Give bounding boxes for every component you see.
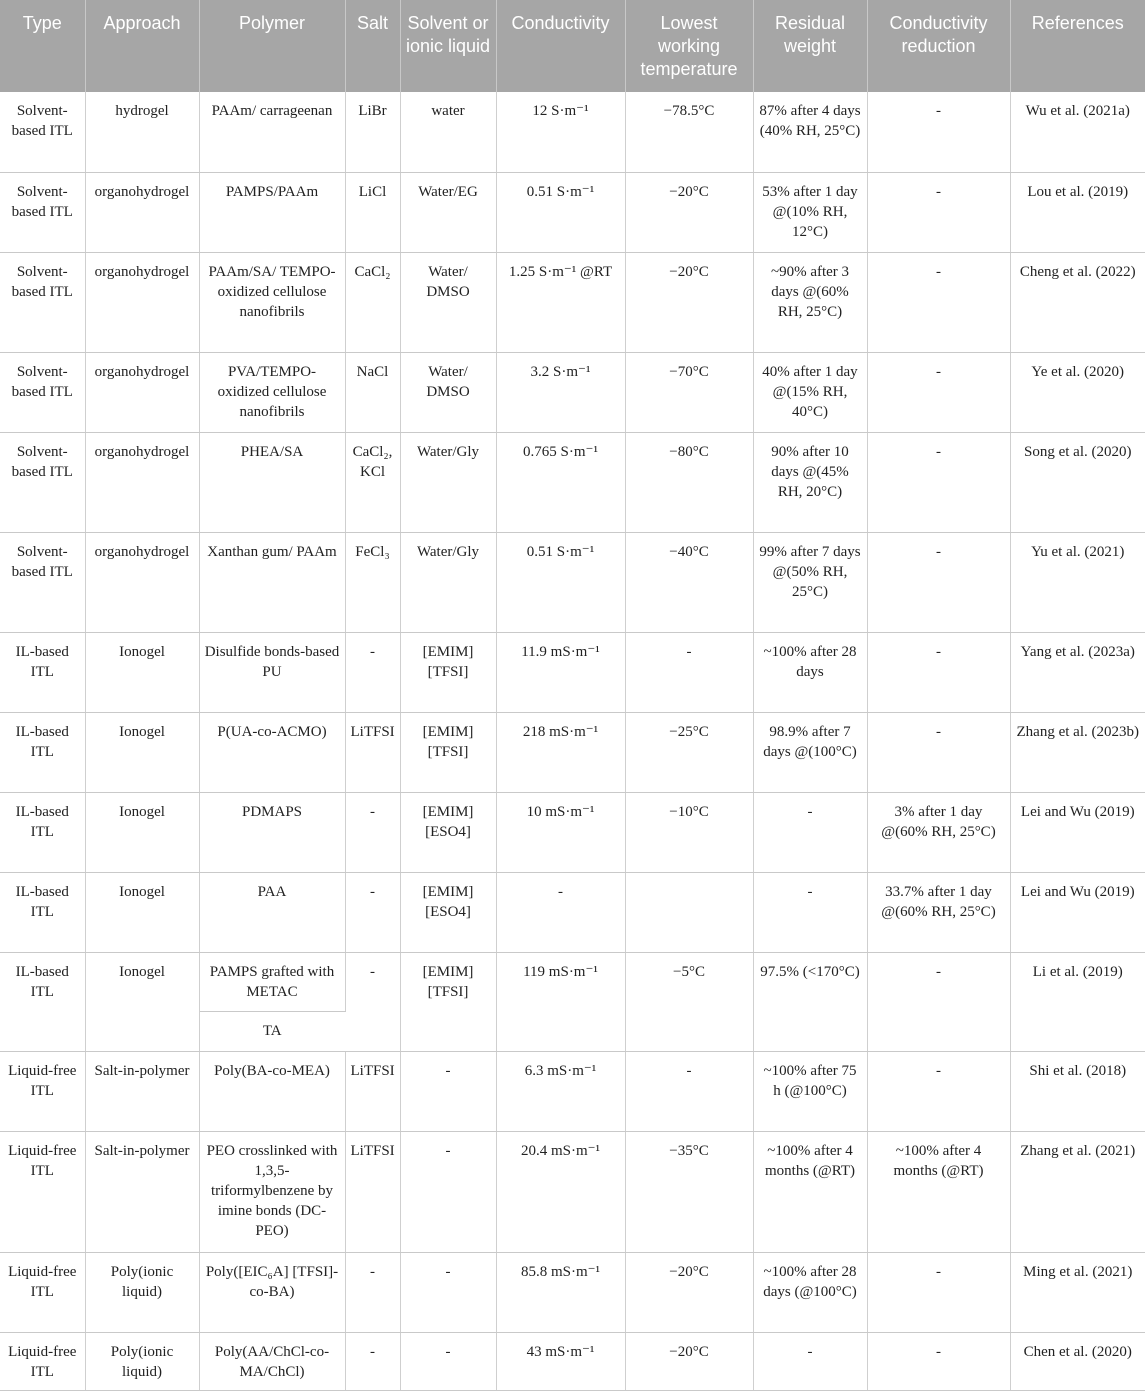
cell-approach: hydrogel (85, 92, 199, 172)
cell-polymer: Xanthan gum/ PAAm (199, 532, 345, 632)
cell-polymer: PAA (199, 872, 345, 952)
cell-type: Liquid-free ITL (0, 1332, 85, 1390)
cell-polymer: PVA/TEMPO-oxidized cellulose nanofibrils (199, 352, 345, 432)
cell-polymer: Poly(AA/ChCl-co-MA/ChCl) (199, 1332, 345, 1390)
cell-residual-weight: ~100% after 28 days (753, 632, 867, 712)
table-row (0, 792, 1145, 872)
table-row (0, 172, 1145, 252)
cell-solvent: [EMIM] [ESO4] (400, 872, 496, 952)
table-row (0, 532, 1145, 632)
cell-conductivity-reduction: - (867, 952, 1010, 1051)
header-salt: Salt (345, 0, 400, 92)
cell-conductivity: 10 mS·m⁻¹ (496, 792, 625, 872)
cell-lowest-temp: −20°C (625, 1332, 753, 1390)
cell-conductivity-reduction: - (867, 352, 1010, 432)
cell-reference: Wu et al. (2021a) (1010, 92, 1145, 172)
cell-residual-weight: - (753, 872, 867, 952)
cell-salt: LiTFSI (345, 1051, 400, 1131)
cell-approach: Ionogel (85, 952, 199, 1051)
cell-polymer: PDMAPS (199, 792, 345, 872)
cell-type: Liquid-free ITL (0, 1051, 85, 1131)
cell-lowest-temp (625, 872, 753, 952)
cell-conductivity: 0.51 S·m⁻¹ (496, 532, 625, 632)
cell-solvent: [EMIM] [TFSI] (400, 632, 496, 712)
cell-conductivity-reduction: - (867, 172, 1010, 252)
cell-residual-weight: 53% after 1 day @(10% RH, 12°C) (753, 172, 867, 252)
cell-residual-weight: 90% after 10 days @(45% RH, 20°C) (753, 432, 867, 532)
cell-conductivity: 85.8 mS·m⁻¹ (496, 1252, 625, 1332)
cell-salt: LiBr (345, 92, 400, 172)
cell-conductivity: 12 S·m⁻¹ (496, 92, 625, 172)
cell-solvent: [EMIM] [TFSI] (400, 952, 496, 1051)
cell-salt: - (345, 872, 400, 952)
cell-conductivity: 0.765 S·m⁻¹ (496, 432, 625, 532)
table-row (0, 952, 1145, 1011)
table-row (0, 632, 1145, 712)
table-row (0, 1131, 1145, 1252)
cell-salt: LiTFSI (345, 712, 400, 792)
cell-conductivity-reduction: 33.7% after 1 day @(60% RH, 25°C) (867, 872, 1010, 952)
cell-conductivity-reduction: - (867, 92, 1010, 172)
cell-conductivity: 11.9 mS·m⁻¹ (496, 632, 625, 712)
table-row (0, 432, 1145, 532)
table-row (0, 712, 1145, 792)
cell-approach: organohydrogel (85, 172, 199, 252)
cell-lowest-temp: −5°C (625, 952, 753, 1051)
cell-conductivity-reduction: - (867, 1051, 1010, 1131)
cell-reference: Lei and Wu (2019) (1010, 872, 1145, 952)
cell-conductivity-reduction: - (867, 1332, 1010, 1390)
header-lowest-temp: Lowest working temperature (625, 0, 753, 92)
table-row (0, 92, 1145, 172)
cell-reference: Shi et al. (2018) (1010, 1051, 1145, 1131)
header-conductivity-reduction: Conductivity reduction (867, 0, 1010, 92)
cell-type: IL-based ITL (0, 712, 85, 792)
cell-reference: Ming et al. (2021) (1010, 1252, 1145, 1332)
cell-polymer: PAMPS/PAAm (199, 172, 345, 252)
cell-approach: organohydrogel (85, 252, 199, 352)
header-approach: Approach (85, 0, 199, 92)
cell-conductivity-reduction: ~100% after 4 months (@RT) (867, 1131, 1010, 1252)
cell-type: Solvent-based ITL (0, 532, 85, 632)
cell-type: Solvent-based ITL (0, 92, 85, 172)
cell-lowest-temp: −40°C (625, 532, 753, 632)
cell-salt: CaCl₂, KCl (345, 432, 400, 532)
cell-residual-weight: 87% after 4 days (40% RH, 25°C) (753, 92, 867, 172)
cell-conductivity: 119 mS·m⁻¹ (496, 952, 625, 1051)
cell-solvent: water (400, 92, 496, 172)
cell-reference: Song et al. (2020) (1010, 432, 1145, 532)
cell-reference: Chen et al. (2020) (1010, 1332, 1145, 1390)
cell-solvent: Water/ DMSO (400, 352, 496, 432)
cell-polymer: TA (199, 1011, 345, 1051)
cell-approach: Poly(ionic liquid) (85, 1252, 199, 1332)
cell-approach: Poly(ionic liquid) (85, 1332, 199, 1390)
cell-conductivity: 43 mS·m⁻¹ (496, 1332, 625, 1390)
cell-reference: Li et al. (2019) (1010, 952, 1145, 1051)
cell-polymer: PAAm/SA/ TEMPO-oxidized cellulose nanofibrils (199, 252, 345, 352)
cell-lowest-temp: −80°C (625, 432, 753, 532)
table-row (0, 1051, 1145, 1131)
cell-approach: organohydrogel (85, 352, 199, 432)
table-row (0, 252, 1145, 352)
cell-solvent: - (400, 1252, 496, 1332)
table-row (0, 872, 1145, 952)
cell-conductivity-reduction: - (867, 712, 1010, 792)
cell-residual-weight: ~100% after 4 months (@RT) (753, 1131, 867, 1252)
cell-type: Solvent-based ITL (0, 352, 85, 432)
cell-conductivity: - (496, 872, 625, 952)
cell-reference: Yang et al. (2023a) (1010, 632, 1145, 712)
header-residual-weight: Residual weight (753, 0, 867, 92)
cell-polymer: PAMPS grafted with METAC (199, 952, 345, 1011)
table-row (0, 1332, 1145, 1390)
cell-solvent: Water/Gly (400, 432, 496, 532)
cell-type: IL-based ITL (0, 952, 85, 1051)
cell-solvent: - (400, 1051, 496, 1131)
header-conductivity: Conductivity (496, 0, 625, 92)
cell-conductivity: 20.4 mS·m⁻¹ (496, 1131, 625, 1252)
cell-residual-weight: ~90% after 3 days @(60% RH, 25°C) (753, 252, 867, 352)
table-row (0, 352, 1145, 432)
cell-lowest-temp: - (625, 632, 753, 712)
cell-polymer: Disulfide bonds-based PU (199, 632, 345, 712)
cell-polymer: PAAm/ carrageenan (199, 92, 345, 172)
cell-type: Liquid-free ITL (0, 1252, 85, 1332)
cell-approach: Ionogel (85, 712, 199, 792)
cell-lowest-temp: −70°C (625, 352, 753, 432)
header-type: Type (0, 0, 85, 92)
cell-type: Solvent-based ITL (0, 252, 85, 352)
cell-polymer: PEO crosslinked with 1,3,5-triformylbenzene by imine bonds (DC-PEO) (199, 1131, 345, 1252)
cell-type: IL-based ITL (0, 872, 85, 952)
cell-conductivity-reduction: - (867, 632, 1010, 712)
cell-conductivity-reduction: - (867, 252, 1010, 352)
cell-salt: CaCl₂ (345, 252, 400, 352)
cell-residual-weight: 97.5% (<170°C) (753, 952, 867, 1051)
cell-approach: Ionogel (85, 792, 199, 872)
cell-salt: LiTFSI (345, 1131, 400, 1252)
table-row (0, 1252, 1145, 1332)
cell-conductivity-reduction: 3% after 1 day @(60% RH, 25°C) (867, 792, 1010, 872)
cell-residual-weight: 98.9% after 7 days @(100°C) (753, 712, 867, 792)
cell-solvent: [EMIM] [ESO4] (400, 792, 496, 872)
cell-conductivity-reduction: - (867, 432, 1010, 532)
cell-salt: - (345, 632, 400, 712)
cell-solvent: Water/ DMSO (400, 252, 496, 352)
cell-lowest-temp: −25°C (625, 712, 753, 792)
cell-residual-weight: - (753, 792, 867, 872)
cell-salt: LiCl (345, 172, 400, 252)
cell-solvent: - (400, 1332, 496, 1390)
cell-reference: Zhang et al. (2021) (1010, 1131, 1145, 1252)
cell-approach: Salt-in-polymer (85, 1051, 199, 1131)
cell-lowest-temp: −20°C (625, 252, 753, 352)
cell-polymer: Poly(BA-co-MEA) (199, 1051, 345, 1131)
cell-residual-weight: 99% after 7 days @(50% RH, 25°C) (753, 532, 867, 632)
cell-type: IL-based ITL (0, 632, 85, 712)
cell-conductivity-reduction: - (867, 532, 1010, 632)
cell-salt: FeCl₃ (345, 532, 400, 632)
cell-residual-weight: 40% after 1 day @(15% RH, 40°C) (753, 352, 867, 432)
cell-salt: - (345, 1332, 400, 1390)
cell-conductivity: 6.3 mS·m⁻¹ (496, 1051, 625, 1131)
cell-solvent: - (400, 1131, 496, 1252)
cell-residual-weight: - (753, 1332, 867, 1390)
header-row (0, 0, 1145, 92)
cell-approach: Salt-in-polymer (85, 1131, 199, 1252)
header-solvent: Solvent or ionic liquid (400, 0, 496, 92)
cell-solvent: Water/EG (400, 172, 496, 252)
cell-salt: - (345, 792, 400, 872)
cell-approach: Ionogel (85, 632, 199, 712)
cell-lowest-temp: −20°C (625, 1252, 753, 1332)
cell-polymer: Poly([EIC₆A] [TFSI]-co-BA) (199, 1252, 345, 1332)
cell-conductivity: 218 mS·m⁻¹ (496, 712, 625, 792)
cell-solvent: Water/Gly (400, 532, 496, 632)
cell-approach: organohydrogel (85, 532, 199, 632)
cell-reference: Cheng et al. (2022) (1010, 252, 1145, 352)
cell-salt: NaCl (345, 352, 400, 432)
cell-type: Liquid-free ITL (0, 1131, 85, 1252)
cell-lowest-temp: −20°C (625, 172, 753, 252)
cell-solvent: [EMIM] [TFSI] (400, 712, 496, 792)
cell-conductivity: 3.2 S·m⁻¹ (496, 352, 625, 432)
cell-approach: organohydrogel (85, 432, 199, 532)
cell-type: IL-based ITL (0, 792, 85, 872)
cell-lowest-temp: −10°C (625, 792, 753, 872)
cell-conductivity: 0.51 S·m⁻¹ (496, 172, 625, 252)
cell-lowest-temp: −35°C (625, 1131, 753, 1252)
cell-residual-weight: ~100% after 28 days (@100°C) (753, 1252, 867, 1332)
cell-salt: - (345, 1252, 400, 1332)
cell-type: Solvent-based ITL (0, 172, 85, 252)
cell-reference: Lei and Wu (2019) (1010, 792, 1145, 872)
cell-reference: Yu et al. (2021) (1010, 532, 1145, 632)
header-polymer: Polymer (199, 0, 345, 92)
cell-salt: - (345, 952, 400, 1051)
cell-approach: Ionogel (85, 872, 199, 952)
cell-polymer: PHEA/SA (199, 432, 345, 532)
cell-polymer: P(UA-co-ACMO) (199, 712, 345, 792)
cell-reference: Lou et al. (2019) (1010, 172, 1145, 252)
cell-lowest-temp: −78.5°C (625, 92, 753, 172)
cell-reference: Zhang et al. (2023b) (1010, 712, 1145, 792)
cell-residual-weight: ~100% after 75 h (@100°C) (753, 1051, 867, 1131)
cell-conductivity-reduction: - (867, 1252, 1010, 1332)
cell-type: Solvent-based ITL (0, 432, 85, 532)
cell-conductivity: 1.25 S·m⁻¹ @RT (496, 252, 625, 352)
cell-lowest-temp: - (625, 1051, 753, 1131)
cell-reference: Ye et al. (2020) (1010, 352, 1145, 432)
header-references: References (1010, 0, 1145, 92)
